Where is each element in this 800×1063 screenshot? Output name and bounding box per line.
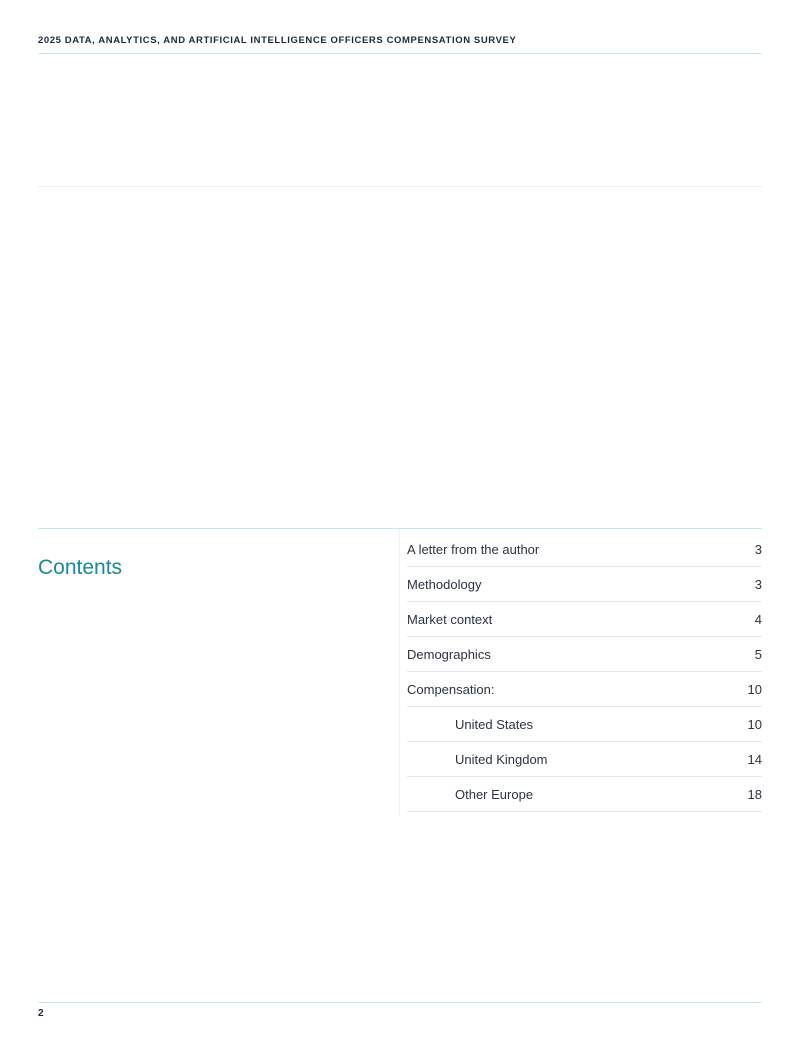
- toc-item-label: United Kingdom: [455, 751, 548, 767]
- toc-item-label: Compensation:: [407, 681, 495, 697]
- toc-item-page: 10: [747, 716, 762, 732]
- toc-item-methodology[interactable]: [407, 567, 762, 602]
- toc-item-label: United States: [455, 716, 534, 732]
- toc-divider: [399, 529, 400, 817]
- header-rule: [38, 53, 762, 54]
- running-header: 2025 DATA, ANALYTICS, AND ARTIFICIAL INTELLIGENCE OFFICERS COMPENSATION SURVEY: [38, 35, 517, 46]
- toc-item-demographics[interactable]: [407, 637, 762, 672]
- contents-title: Contents: [38, 556, 123, 580]
- toc-item-label: Demographics: [407, 646, 491, 662]
- toc-item-compensation[interactable]: [407, 672, 762, 707]
- toc-item-page: 3: [754, 576, 762, 592]
- toc-item-label: Other Europe: [455, 786, 534, 802]
- toc-item-label: A letter from the author: [407, 541, 540, 557]
- toc-item-letter-from-author[interactable]: [407, 532, 762, 567]
- toc-item-united-kingdom[interactable]: [407, 742, 762, 777]
- toc-item-label: Methodology: [407, 576, 482, 592]
- footer-rule: [38, 1002, 762, 1003]
- toc-item-united-states[interactable]: [407, 707, 762, 742]
- toc-item-page: 18: [747, 786, 762, 802]
- section-rule: [38, 186, 762, 187]
- toc-item-page: 4: [754, 611, 762, 627]
- toc-item-page: 5: [754, 646, 762, 662]
- contents-rule: [38, 528, 762, 529]
- toc-item-page: 3: [754, 541, 762, 557]
- toc-item-label: Market context: [407, 611, 493, 627]
- toc-item-page: 14: [747, 751, 762, 767]
- table-of-contents: [407, 532, 762, 812]
- toc-item-page: 10: [747, 681, 762, 697]
- toc-item-other-europe[interactable]: [407, 777, 762, 812]
- toc-item-market-context[interactable]: [407, 602, 762, 637]
- page-number: 2: [38, 1008, 44, 1019]
